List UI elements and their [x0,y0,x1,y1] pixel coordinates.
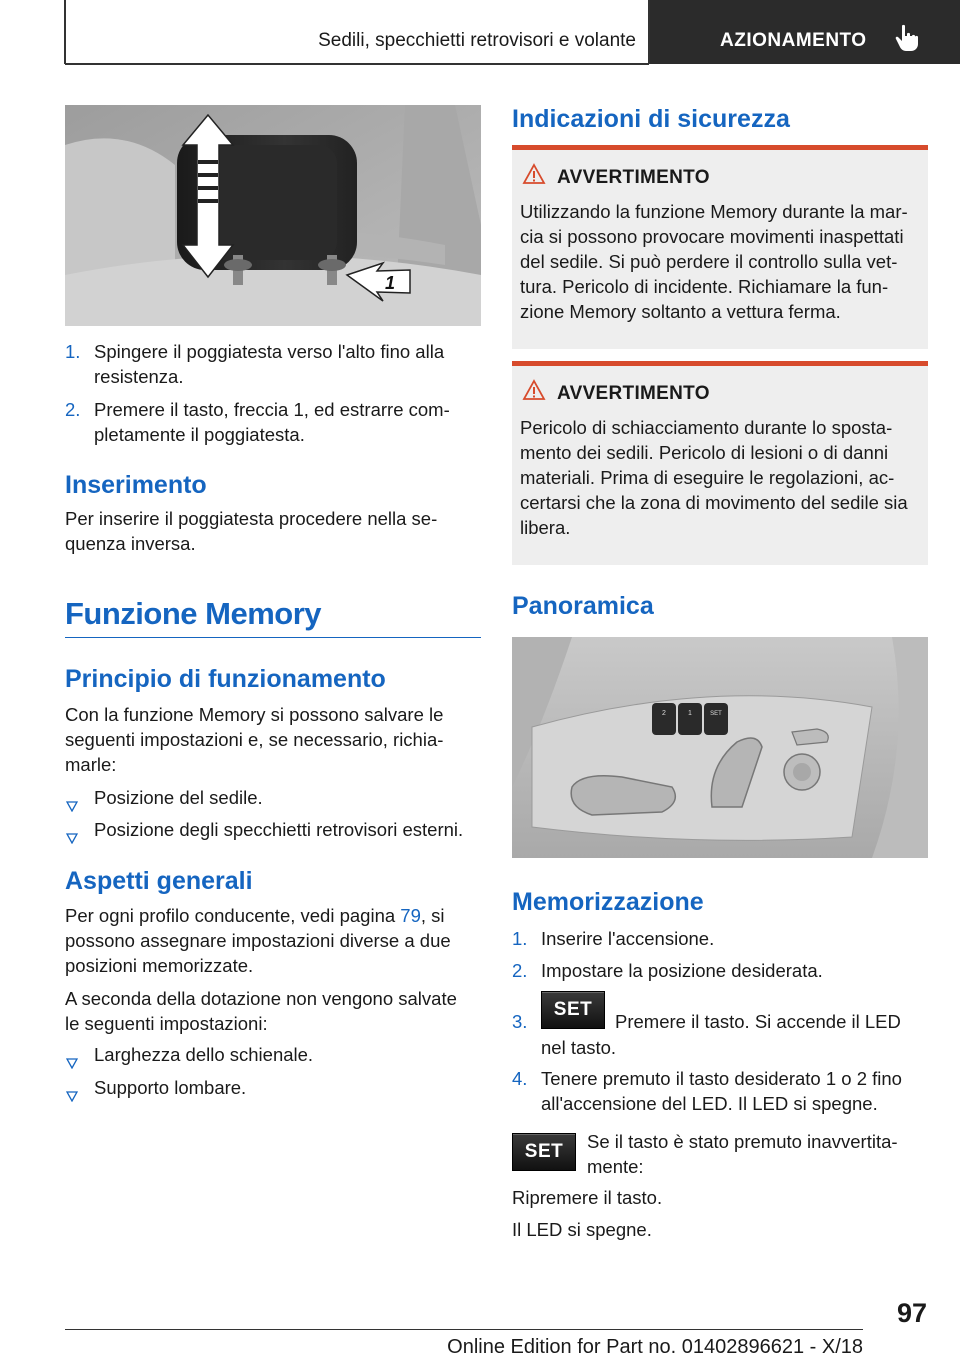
header-chapter-label: AZIONAMENTO [720,30,867,51]
set-note-text: Se il tasto è stato premuto inavvertita-mente: [587,1131,898,1177]
warning-triangle-icon [522,163,546,190]
hand-pointer-icon [894,24,920,57]
warning-title: AVVERTIMENTO [557,167,710,188]
bullet-triangle-icon [66,1050,78,1075]
heading-rule [65,637,481,638]
memory-heading: Funzione Memory [65,596,322,631]
set-button-label: SET [710,711,722,717]
header-divider-left [64,0,66,64]
page-number: 97 [896,1298,927,1328]
set-button-graphic: SET [512,1133,576,1171]
overview-heading: Panoramica [512,592,654,620]
safety-heading: Indicazioni di sicurezza [512,105,790,133]
warning-text: Utilizzando la funzione Memory durante la mar-cia si possono provocare movimenti inaspettati del sedile. Si può perdere il controllo sulla vet-tura. Pericolo di incidente. Richiamare la fun-zione Memory soltanto a vettura ferma. [520,201,908,322]
warning-bar [512,361,928,366]
set-button-graphic: SET [541,991,605,1029]
header-rule [65,63,649,65]
insert-heading: Inserimento [65,471,207,499]
principle-heading: Principio di funzionamento [65,665,386,693]
footer-rule [65,1329,863,1330]
led-off-text: Il LED si spegne. [512,1219,652,1240]
warning-triangle-icon [522,379,546,406]
list-item: 3. SET Premere il tasto. Si accende il LED nel tasto. [512,1009,928,1059]
warning-box [512,145,928,349]
warning-bar [512,145,928,150]
seat-controls-photo [512,637,928,858]
bullet-triangle-icon [66,1083,78,1108]
headrest-removal-photo [65,105,481,326]
insert-text: Per inserire il poggiatesta procedere nella se-quenza inversa. [65,508,438,554]
memory-button-1-label: 1 [688,710,692,717]
warning-text: Pericolo di schiacciamento durante lo sposta-mento dei sedili. Pericolo di lesioni o di danni materiali. Prima di eseguire le regolazioni, ac-certarsi che la zona di movimento del sedile sia libera. [520,417,908,538]
general-text: Per ogni profilo conducente, vedi pagina 79, si possono assegnare impostazioni diverse a due posizioni memorizzate. [65,905,451,976]
edition-note: Online Edition for Part no. 01402896621 - X/18 [447,1336,863,1358]
warning-box [512,361,928,565]
memory-button-2-label: 2 [662,710,666,717]
repress-text: Ripremere il tasto. [512,1187,663,1208]
page-link[interactable]: 79 [400,905,421,926]
headrest-callout-number: 1 [385,273,396,293]
warning-title: AVVERTIMENTO [557,383,710,404]
header-chapter-tab [650,0,960,64]
general-heading: Aspetti generali [65,867,253,895]
store-heading: Memorizzazione [512,888,704,916]
principle-text: Con la funzione Memory si possono salvare le seguenti impostazioni e, se necessario, richia-marle: [65,704,444,775]
bullet-triangle-icon [66,793,78,818]
general-text-2: A seconda della dotazione non vengono salvate le seguenti impostazioni: [65,988,457,1034]
bullet-triangle-icon [66,825,78,850]
header-section-title: Sedili, specchietti retrovisori e volante [318,30,636,51]
